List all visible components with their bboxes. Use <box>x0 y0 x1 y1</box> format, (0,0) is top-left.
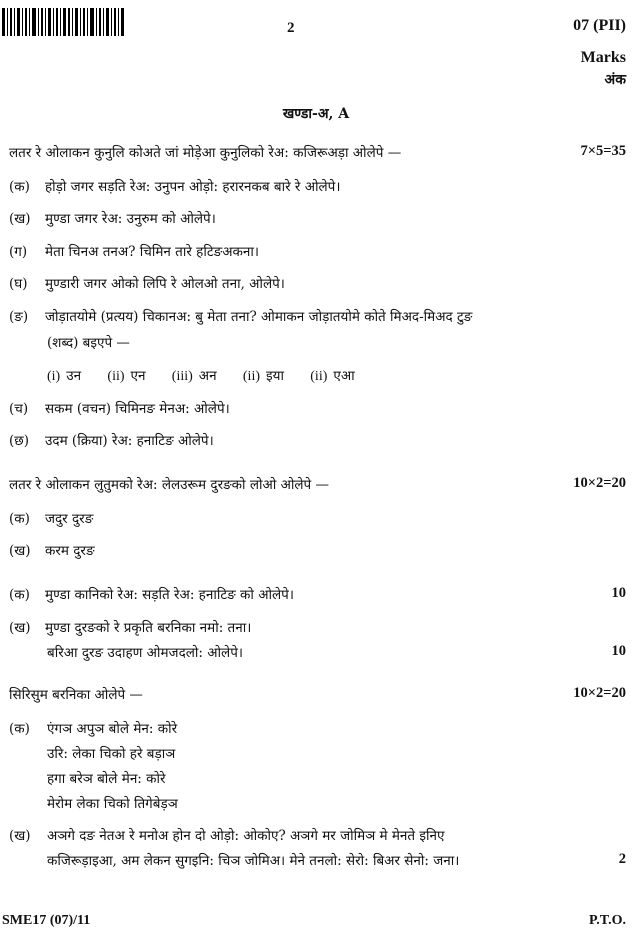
item-label: (क) <box>9 179 30 195</box>
q1-text: लतर रे ओलाकन कुनुलि कोअते जां मोड़ेआ कुनुलिको रेअ: कजिरूअड़ा ओलेपे — <box>9 145 402 161</box>
page-number: 2 <box>287 20 295 36</box>
item-text: सकम (वचन) चिमिनङ मेनअ: ओलेपे। <box>45 401 230 417</box>
option <box>310 366 354 385</box>
item-text: मुण्डा दुरङको रे प्रकृति बरनिका नमो: तना। <box>45 620 252 636</box>
q4-item-b-label: (ख) <box>9 828 31 844</box>
option-number: (ii) <box>242 369 260 384</box>
option-text: एन <box>130 368 146 384</box>
section-title: खण्डा-अ, A <box>282 106 350 122</box>
item-text: उदम (क्रिया) रेअ: हनाटिङ ओलेपे। <box>45 433 214 449</box>
option-number: (ii) <box>107 369 125 384</box>
q2-item <box>9 541 95 559</box>
q1-item <box>9 431 214 449</box>
q1-item <box>9 399 230 417</box>
option-number: (iii) <box>171 369 193 384</box>
q1-item <box>9 307 472 325</box>
option <box>172 366 217 385</box>
option-text: अन <box>198 368 217 384</box>
item-label: (ख) <box>9 211 31 227</box>
q1-marks: 7×5=35 <box>580 143 626 159</box>
q1-item <box>9 274 285 292</box>
q2-marks: 10×2=20 <box>573 475 626 491</box>
q1-options <box>47 366 377 385</box>
footer-code: SME17 (07)/11 <box>2 913 91 928</box>
item-text: मेता चिनअ तनअ? चिमिन तारे हटिङअकना। <box>45 244 260 260</box>
q4-item-b-marks: 2 <box>618 851 626 867</box>
option-text: उन <box>66 368 82 384</box>
q3-item <box>9 585 294 603</box>
option <box>107 366 145 385</box>
option-number: (i) <box>47 369 61 384</box>
item-label: (छ) <box>9 433 29 449</box>
item-label: (ख) <box>9 543 31 559</box>
item-text: मुण्डा कानिको रेअ: सड़ति रेअ: हनाटिङ को ओलेपे। <box>45 587 294 603</box>
poem-line: मेरोम लेका चिको तिगेबेड़ञ <box>47 796 178 812</box>
item-label: (क) <box>9 511 30 527</box>
item-text: जदुर दुरङ <box>45 511 94 527</box>
item-text: करम दुरङ <box>45 543 95 559</box>
q3-item <box>9 618 251 636</box>
item-text: मुण्डा जगर रेअ: उनुरुम को ओलेपे। <box>45 211 216 227</box>
item-label: (च) <box>9 401 29 417</box>
q2-item <box>9 509 93 527</box>
option-text: एआ <box>333 368 355 384</box>
q1-item <box>9 242 259 260</box>
q4-item-b-line: अञगे दङ नेतअ रे मनोअ होन दो ओड़ो: ओकोए? अञगे मर जोमिञ मे मेनते इनिए <box>47 828 445 844</box>
q1-item <box>9 177 340 195</box>
item-text: मुण्डारी जगर ओको लिपि रे ओलओ तना, ओलेपे। <box>45 276 285 292</box>
marks-heading: Marks <box>580 49 626 66</box>
q3-item-b-marks: 10 <box>611 643 626 659</box>
q4-text: सिरिसुम बरनिका ओलेपे — <box>9 687 143 703</box>
item-label: (ङ) <box>9 309 29 325</box>
item-text: जोड़ातयोमे (प्रत्यय) चिकानअ: बु मेता तना? ओमाकन जोड़ातयोमे कोते मिअद-मिअद टुङ <box>45 309 473 325</box>
poem-line: एंगञ अपुञ बोले मेन: कोरे <box>47 721 178 737</box>
option-text: इया <box>266 368 284 384</box>
poem-line: हगा बरेञ बोले मेन: कोरे <box>47 771 166 787</box>
q3-item-b-continuation: बरिआ दुरङ उदाहण ओमजदलो: ओलेपे। <box>47 645 243 661</box>
item-label: (ख) <box>9 620 31 636</box>
q1-item <box>9 209 216 227</box>
footer-pto: P.T.O. <box>589 913 626 928</box>
paper-code: 07 (PII) <box>573 17 626 34</box>
item-text: होड़ो जगर सड़ति रेअ: उनुपन ओड़ो: हरारनकब बारे रे ओलेपे। <box>45 179 341 195</box>
poem-line: उरि: लेका चिको हरे बड़ाञ <box>47 746 176 762</box>
option <box>243 366 284 385</box>
item-label: (ग) <box>9 244 28 260</box>
q4-item-b-line: कजिरूड़ाइआ, अम लेकन सुगइनि: चिञ जोमिअ। मेने तनलो: सेरो: बिअर सेनो: जना। <box>47 853 460 869</box>
q1-item-e-continuation: (शब्द) बइएपे — <box>47 335 130 351</box>
marks-heading-hindi: अंक <box>604 72 626 88</box>
barcode <box>2 8 124 36</box>
item-label: (क) <box>9 587 30 603</box>
q2-text: लतर रे ओलाकन लुतुमको रेअ: लेलउरूम दुरङको लोओ ओलेपे — <box>9 477 330 493</box>
item-label: (घ) <box>9 276 28 292</box>
option-number: (ii) <box>310 369 328 384</box>
q3-item-a-marks: 10 <box>611 585 626 601</box>
option <box>47 366 81 385</box>
q4-marks: 10×2=20 <box>573 685 626 701</box>
q4-item-a-label: (क) <box>9 721 30 737</box>
